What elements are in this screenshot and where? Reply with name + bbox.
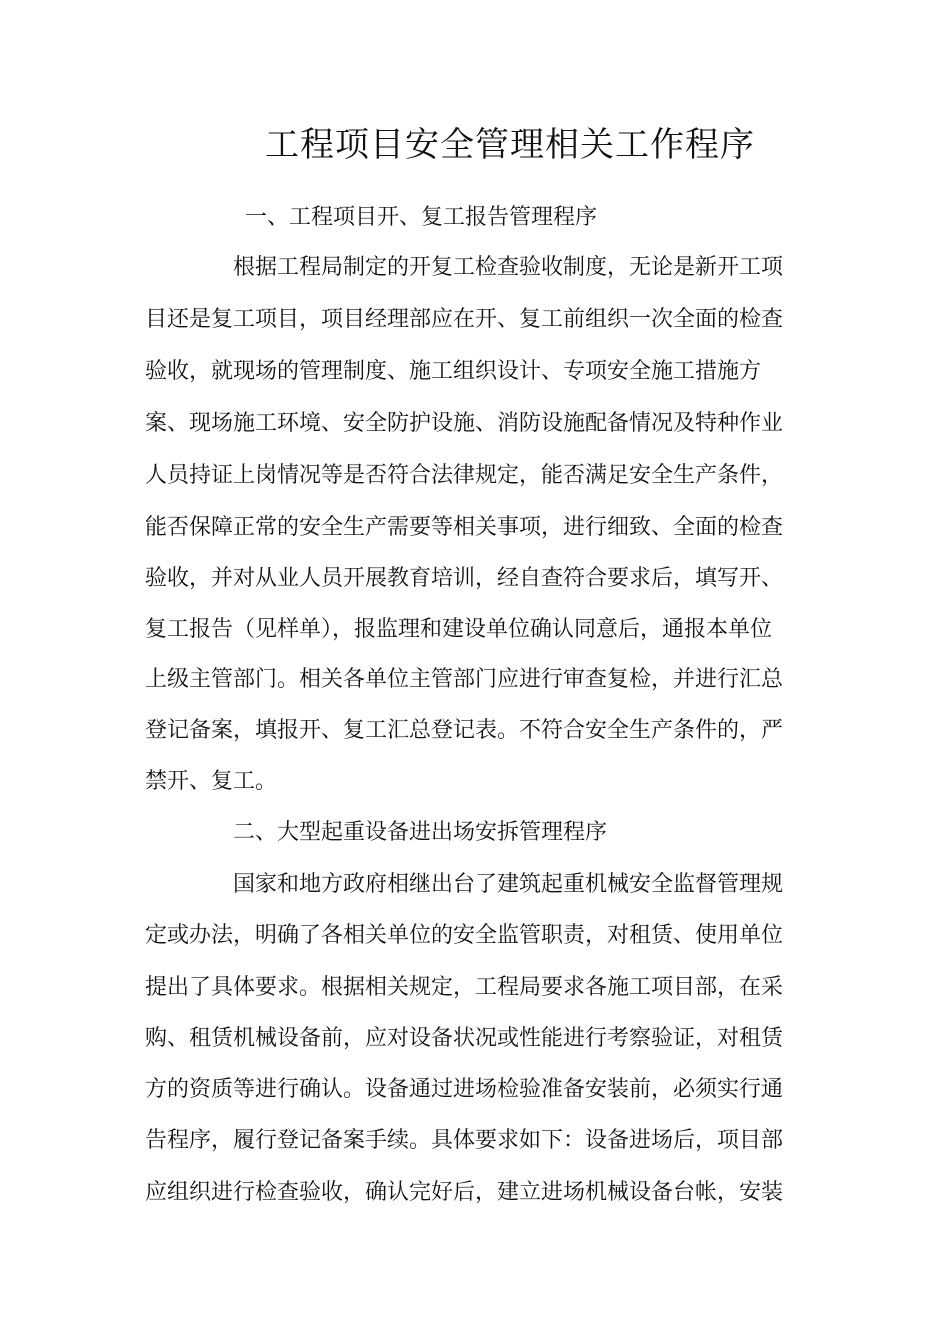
section-2-line: 提出了具体要求。根据相关规定，工程局要求各施工项目部，在采: [145, 975, 784, 1000]
section-2-line: 定或办法，明确了各相关单位的安全监管职责，对租赁、使用单位: [145, 923, 784, 948]
section-2-line: 告程序，履行登记备案手续。具体要求如下：设备进场后，项目部: [145, 1128, 784, 1153]
section-1-line: 目还是复工项目，项目经理部应在开、复工前组织一次全面的检查: [145, 307, 784, 332]
section-1-line: 验收，并对从业人员开展教育培训，经自查符合要求后，填写开、: [145, 566, 784, 591]
section-2-heading: 二、大型起重设备进出场安拆管理程序: [233, 820, 608, 845]
section-1-line: 人员持证上岗情况等是否符合法律规定，能否满足安全生产条件，: [145, 463, 784, 488]
section-2-line: 应组织进行检查验收，确认完好后，建立进场机械设备台帐，安装: [145, 1180, 784, 1205]
section-2-line: 方的资质等进行确认。设备通过进场检验准备安装前，必须实行通: [145, 1077, 784, 1102]
section-1-line: 验收，就现场的管理制度、施工组织设计、专项安全施工措施方: [145, 359, 762, 384]
section-1-line: 登记备案，填报开、复工汇总登记表。不符合安全生产条件的，严: [145, 718, 784, 743]
section-1-line: 复工报告（见样单），报监理和建设单位确认同意后，通报本单位: [145, 617, 773, 642]
section-1-line: 案、现场施工环境、安全防护设施、消防设施配备情况及特种作业: [145, 411, 784, 436]
section-1-line: 能否保障正常的安全生产需要等相关事项，进行细致、全面的检查: [145, 515, 784, 540]
document-title: 工程项目安全管理相关工作程序: [265, 125, 755, 165]
section-1-heading: 一、工程项目开、复工报告管理程序: [245, 205, 598, 230]
section-2-line: 购、租赁机械设备前，应对设备状况或性能进行考察验证，对租赁: [145, 1026, 784, 1051]
section-2-line: 国家和地方政府相继出台了建筑起重机械安全监督管理规: [233, 872, 784, 897]
section-1-line: 根据工程局制定的开复工检查验收制度，无论是新开工项: [233, 255, 784, 280]
section-1-line: 上级主管部门。相关各单位主管部门应进行审查复检，并进行汇总: [145, 667, 784, 692]
section-1-line: 禁开、复工。: [145, 769, 278, 794]
